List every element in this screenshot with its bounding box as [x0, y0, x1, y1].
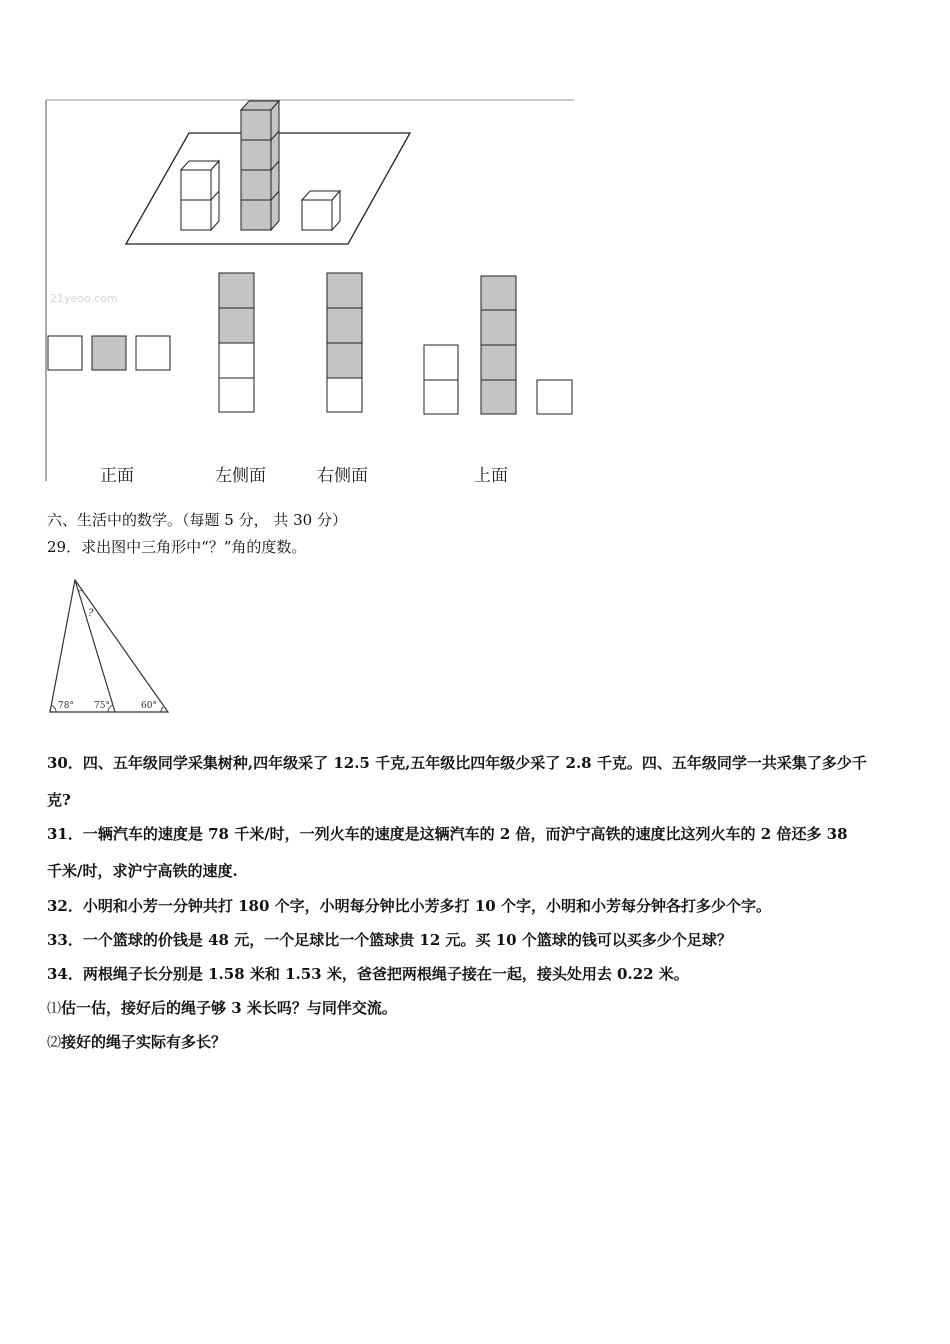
view-square — [481, 276, 516, 310]
cube — [181, 200, 211, 230]
top-view-label: 上面 — [474, 466, 508, 486]
view-square — [327, 273, 362, 308]
angle-arc-60 — [161, 707, 163, 712]
view-square — [424, 345, 458, 380]
cube — [302, 200, 332, 230]
right-view-label: 右侧面 — [317, 466, 368, 486]
view-square — [219, 308, 254, 343]
question-29: 29．求出图中三角形中“？”角的度数。 — [47, 538, 307, 556]
watermark: 21yeoo.com — [50, 292, 118, 305]
top-view-squares — [424, 276, 572, 414]
cube — [241, 170, 271, 200]
left-stack — [181, 161, 219, 230]
view-square — [92, 336, 126, 370]
triangle-figure — [44, 575, 174, 717]
view-square — [537, 380, 572, 414]
view-square — [219, 378, 254, 412]
middle-stack — [241, 101, 279, 230]
front-view-label: 正面 — [100, 466, 134, 486]
front-view-squares — [48, 336, 170, 370]
part-1-number: ⑴ — [47, 1001, 61, 1017]
cube — [241, 140, 271, 170]
view-square — [219, 343, 254, 378]
cube-views-figure — [44, 98, 576, 483]
view-square — [219, 273, 254, 308]
cube — [181, 170, 211, 200]
view-square — [327, 343, 362, 378]
section-title: 六、生活中的数学。（每题 5 分， 共 30 分） — [47, 511, 347, 529]
view-square — [481, 310, 516, 345]
angle-60-label: 60° — [141, 701, 157, 711]
view-square — [48, 336, 82, 370]
view-square — [327, 378, 362, 412]
view-square — [481, 345, 516, 380]
part-2-text: 接好的绳子实际有多长？ — [61, 1033, 227, 1051]
question-32: 32．小明和小芳一分钟共打 180 个字，小明每分钟比小芳多打 10 个字，小明和小芳每分钟各打多少个字。 — [47, 897, 771, 915]
question-34-part-1 — [47, 997, 397, 1018]
cube — [241, 110, 271, 140]
view-square — [327, 308, 362, 343]
question-30-line2: 克? — [47, 791, 71, 809]
inner-line — [75, 580, 115, 712]
question-34: 34．两根绳子长分别是 1.58 米和 1.53 米，爸爸把两根绳子接在一起，接头处用去 0.22 米。 — [47, 965, 689, 983]
right-view-squares — [327, 273, 362, 412]
angle-unknown-label: ? — [88, 608, 94, 619]
view-square — [424, 380, 458, 414]
angle-arc-78 — [51, 705, 56, 712]
cube-figure-svg — [44, 98, 576, 483]
left-view-label: 左侧面 — [215, 466, 266, 486]
right-stack — [302, 191, 340, 230]
question-31-line2: 千米/时，求沪宁高铁的速度. — [47, 862, 238, 880]
left-view-squares — [219, 273, 254, 412]
part-1-text: 估一估，接好后的绳子够 3 米长吗？与同伴交流。 — [61, 999, 397, 1017]
cube — [241, 200, 271, 230]
question-34-part-2 — [47, 1031, 226, 1052]
angle-78-label: 78° — [58, 701, 74, 711]
triangle-svg — [44, 575, 174, 717]
question-31-line1: 31．一辆汽车的速度是 78 千米/时，一列火车的速度是这辆汽车的 2 倍，而沪宁高铁的速度比这列火车的 2 倍还多 38 — [47, 825, 848, 843]
question-33: 33．一个篮球的价钱是 48 元，一个足球比一个篮球贵 12 元。买 10 个篮球的钱可以买多少个足球？ — [47, 931, 732, 949]
angle-75-label: 75° — [94, 701, 110, 711]
view-square — [136, 336, 170, 370]
question-30-line1: 30．四、五年级同学采集树种,四年级采了 12.5 千克,五年级比四年级少采了 2.8 千克。四、五年级同学一共采集了多少千 — [47, 754, 867, 772]
part-2-number: ⑵ — [47, 1035, 61, 1051]
view-square — [481, 380, 516, 414]
